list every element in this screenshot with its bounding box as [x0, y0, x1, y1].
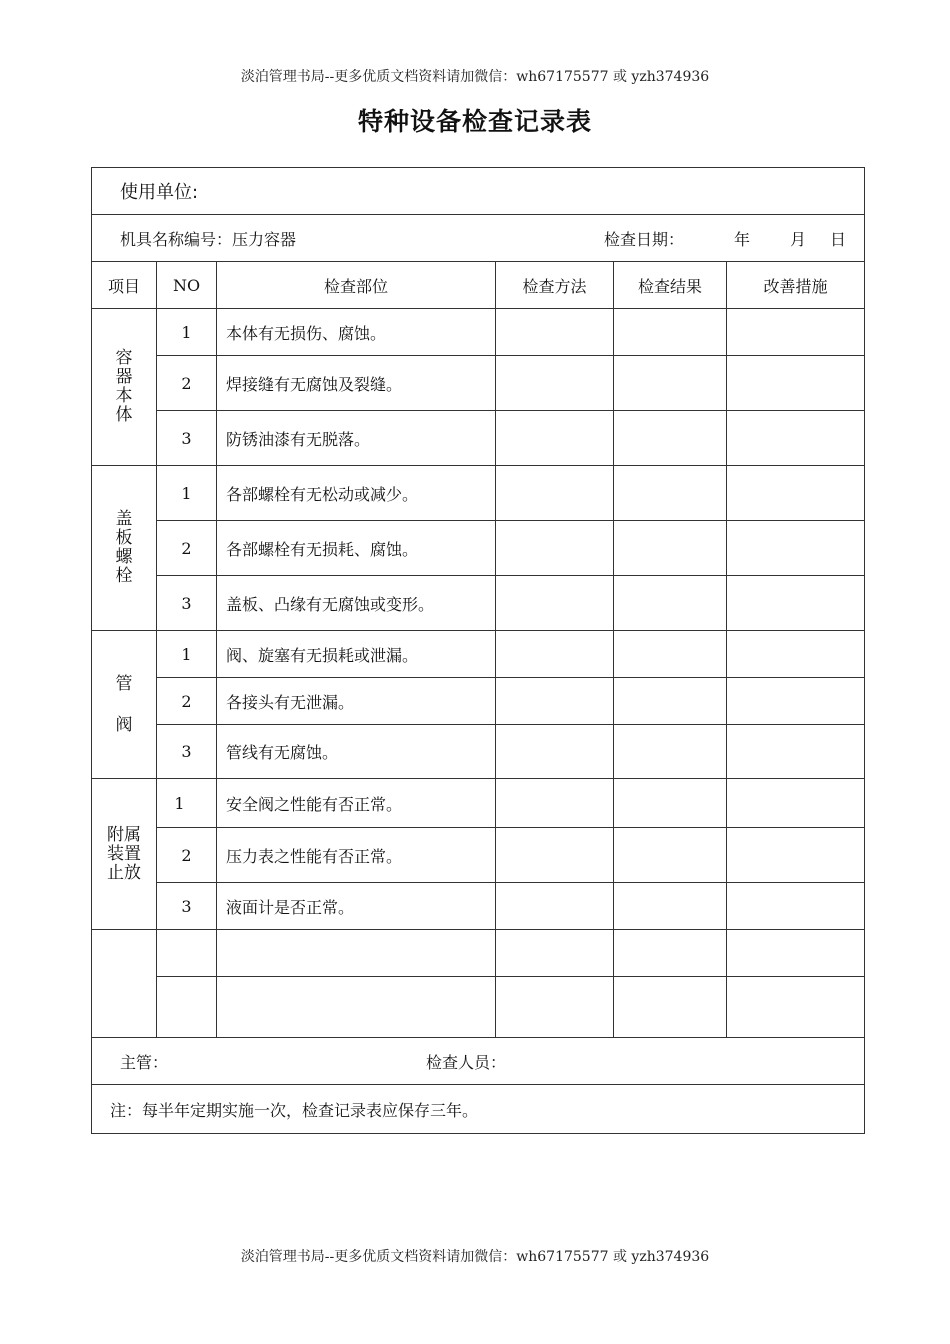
inspection-date[interactable]	[604, 227, 846, 250]
row-no: 2	[157, 356, 217, 411]
improvement-cell[interactable]	[727, 576, 865, 631]
table-row	[92, 309, 865, 356]
table-row	[92, 725, 865, 779]
date-month: 月	[789, 229, 806, 249]
improvement-cell[interactable]	[727, 930, 865, 977]
group-label: 管阀	[115, 673, 133, 735]
col-header-no: NO	[157, 262, 217, 309]
check-item: 盖板、凸缘有无腐蚀或变形。	[217, 576, 496, 631]
result-cell[interactable]	[614, 828, 727, 883]
improvement-cell[interactable]	[727, 521, 865, 576]
check-item: 防锈油漆有无脱落。	[217, 411, 496, 466]
table-row	[92, 521, 865, 576]
table-row	[92, 828, 865, 883]
check-item: 压力表之性能有否正常。	[217, 828, 496, 883]
device-label: 机具名称编号：压力容器	[120, 229, 297, 249]
row-no: 3	[157, 725, 217, 779]
improvement-cell[interactable]	[727, 828, 865, 883]
group-label-cell	[92, 466, 157, 631]
improvement-cell[interactable]	[727, 883, 865, 930]
blank-no-cell[interactable]	[157, 930, 217, 977]
page-title: 特种设备检查记录表	[357, 107, 592, 136]
group-label-cell	[92, 309, 157, 466]
table-row	[92, 678, 865, 725]
result-cell[interactable]	[614, 309, 727, 356]
improvement-cell[interactable]	[727, 309, 865, 356]
check-item: 液面计是否正常。	[217, 883, 496, 930]
device-row	[92, 215, 865, 262]
table-row	[92, 466, 865, 521]
method-cell[interactable]	[496, 883, 614, 930]
improvement-cell[interactable]	[727, 631, 865, 678]
blank-item-cell[interactable]	[217, 977, 496, 1038]
result-cell[interactable]	[614, 466, 727, 521]
blank-row	[92, 930, 865, 977]
method-cell[interactable]	[496, 779, 614, 828]
table-row	[92, 779, 865, 828]
result-cell[interactable]	[614, 930, 727, 977]
method-cell[interactable]	[496, 466, 614, 521]
result-cell[interactable]	[614, 725, 727, 779]
check-item: 各部螺栓有无松动或减少。	[217, 466, 496, 521]
date-year: 年	[733, 229, 750, 249]
result-cell[interactable]	[614, 977, 727, 1038]
method-cell[interactable]	[496, 678, 614, 725]
check-item: 各部螺栓有无损耗、腐蚀。	[217, 521, 496, 576]
page-footer: 淡泊管理书局--更多优质文档资料请加微信：wh67175577 或 yzh374936	[240, 1249, 710, 1265]
row-no: 1	[157, 779, 217, 828]
method-cell[interactable]	[496, 576, 614, 631]
group-label-cell	[92, 631, 157, 779]
method-cell[interactable]	[496, 631, 614, 678]
blank-no-cell[interactable]	[157, 977, 217, 1038]
group-label: 盖板螺栓	[115, 509, 133, 586]
device-date-cell	[92, 215, 865, 262]
row-no: 1	[157, 466, 217, 521]
check-item: 各接头有无泄漏。	[217, 678, 496, 725]
check-item: 管线有无腐蚀。	[217, 725, 496, 779]
result-cell[interactable]	[614, 521, 727, 576]
group-label: 附属装置止放	[107, 824, 141, 883]
table-row	[92, 576, 865, 631]
date-label: 检查日期：	[603, 229, 684, 249]
inspector-label: 检查人员：	[426, 1052, 507, 1072]
method-cell[interactable]	[496, 411, 614, 466]
improvement-cell[interactable]	[727, 466, 865, 521]
row-no: 3	[157, 576, 217, 631]
signature-row	[92, 1038, 865, 1085]
blank-item-cell[interactable]	[217, 930, 496, 977]
method-cell[interactable]	[496, 977, 614, 1038]
date-day: 日	[830, 229, 847, 249]
method-cell[interactable]	[496, 828, 614, 883]
row-no: 3	[157, 883, 217, 930]
improvement-cell[interactable]	[727, 977, 865, 1038]
result-cell[interactable]	[614, 779, 727, 828]
unit-row	[92, 168, 865, 215]
method-cell[interactable]	[496, 521, 614, 576]
method-cell[interactable]	[496, 356, 614, 411]
improvement-cell[interactable]	[727, 356, 865, 411]
unit-field[interactable]	[92, 168, 865, 215]
result-cell[interactable]	[614, 411, 727, 466]
col-header-item: 项目	[92, 262, 157, 309]
method-cell[interactable]	[496, 309, 614, 356]
table-row	[92, 356, 865, 411]
col-header-part: 检查部位	[217, 262, 496, 309]
blank-group-cell[interactable]	[92, 930, 157, 1038]
group-label: 容器本体	[115, 348, 133, 425]
note-text: 注：每半年定期实施一次，检查记录表应保存三年。	[92, 1085, 865, 1134]
unit-label: 使用单位:	[120, 182, 199, 203]
row-no: 2	[157, 678, 217, 725]
row-no: 3	[157, 411, 217, 466]
check-item: 本体有无损伤、腐蚀。	[217, 309, 496, 356]
inspection-form-table	[91, 167, 865, 1134]
row-no: 1	[157, 309, 217, 356]
row-no: 2	[157, 828, 217, 883]
row-no: 2	[157, 521, 217, 576]
result-cell[interactable]	[614, 356, 727, 411]
page-header: 淡泊管理书局--更多优质文档资料请加微信：wh67175577 或 yzh374936	[240, 69, 710, 85]
column-header-row	[92, 262, 865, 309]
method-cell[interactable]	[496, 930, 614, 977]
check-item: 焊接缝有无腐蚀及裂缝。	[217, 356, 496, 411]
col-header-method: 检查方法	[496, 262, 614, 309]
check-item: 阀、旋塞有无损耗或泄漏。	[217, 631, 496, 678]
note-row	[92, 1085, 865, 1134]
col-header-result: 检查结果	[614, 262, 727, 309]
improvement-cell[interactable]	[727, 725, 865, 779]
improvement-cell[interactable]	[727, 678, 865, 725]
result-cell[interactable]	[614, 883, 727, 930]
group-label-cell	[92, 779, 157, 930]
supervisor-label: 主管：	[120, 1052, 169, 1072]
result-cell[interactable]	[614, 631, 727, 678]
improvement-cell[interactable]	[727, 779, 865, 828]
check-item: 安全阀之性能有否正常。	[217, 779, 496, 828]
table-row	[92, 631, 865, 678]
table-row	[92, 883, 865, 930]
improvement-cell[interactable]	[727, 411, 865, 466]
table-row	[92, 411, 865, 466]
method-cell[interactable]	[496, 725, 614, 779]
result-cell[interactable]	[614, 576, 727, 631]
col-header-improvement: 改善措施	[727, 262, 865, 309]
signature-cell[interactable]	[92, 1038, 865, 1085]
blank-row	[92, 977, 865, 1038]
result-cell[interactable]	[614, 678, 727, 725]
row-no: 1	[157, 631, 217, 678]
